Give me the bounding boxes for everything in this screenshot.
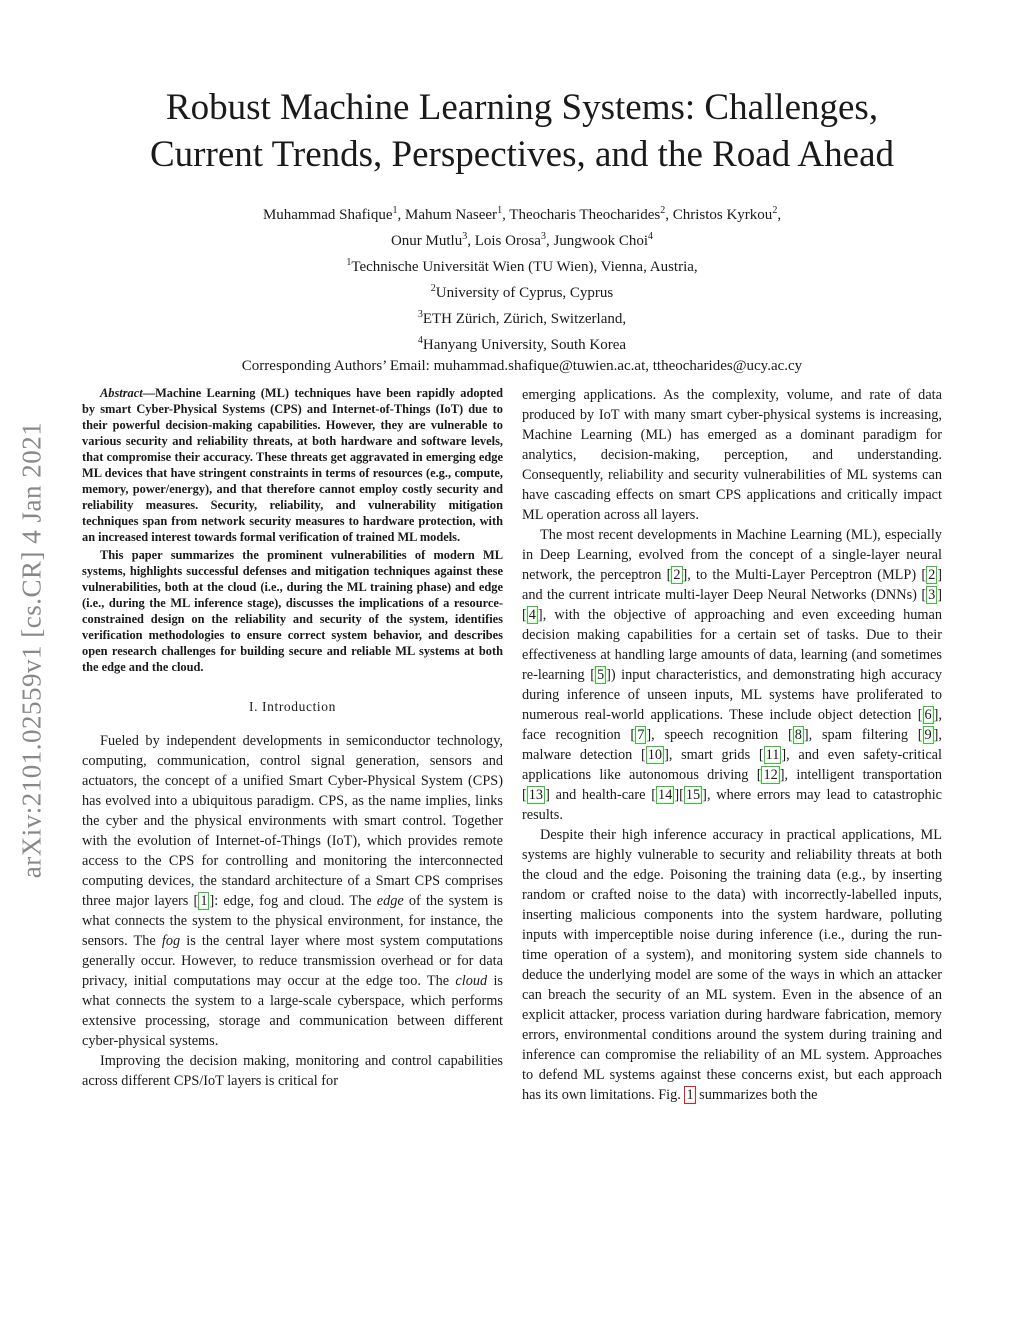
author-name: Mahum Naseer — [405, 207, 498, 223]
paper-title — [60, 84, 984, 178]
corresponding-authors: Corresponding Authors’ Email: muhammad.shafique@tuwien.ac.at, ttheocharides@ucy.ac.cy — [241, 358, 803, 374]
intro-paragraph: emerging applications. As the complexity, volume, and rate of data produced by IoT with many smart cyber-physical systems is increasing, Machine Learning (ML) has emerged as a dominant paradigm for analytics, decision-making, perception, and understanding. Consequently, reliability and security vulnerabilities of ML systems can have cascading effects on smart CPS applications and critically impact ML operation across all layers. — [522, 387, 942, 523]
intro-paragraph: The most recent developments in Machine Learning (ML), especially in Deep Learning, evolved from the concept of a single-layer neural network, the perceptron [ 2 ], to the Multi-Layer Perceptron (MLP) [ 2 ] and the current intricate multi-layer Deep Neural Networks (DNNs) [ 3 ][ 4 ], with the objective of approaching and even exceeding human decision making capabilities for a certain set of tasks. Due to their effectiveness at handling large amounts of data, learning (and sometimes re-learning [ 5 ]) input characteristics, and demonstrating high accuracy during inference of unseen inputs, ML systems have proliferated to numerous real-world applications. These include object detection [ 6 ], face recognition [ 7 ], speech recognition [ 8 ], spam filtering [ 9 ], malware detection [ 10 ], smart grids [ 11 ], and even safety-critical applications like autonomous driving [ 12 ], intelligent transportation [ 13 ] and health-care [ 14 ][ 15 ], where errors may lead to catastrophic results. — [522, 527, 943, 823]
abstract-paragraph: This paper summarizes the prominent vulnerabilities of modern ML systems, highlights successful defenses and mitigation techniques against these vulnerabilities, both at the cloud (i.e., during the ML training phase) and edge (i.e., during the ML inference stage), discusses the implications of a resource-constrained design on the reliability and security of the system, identifies verification methodologies to ensure correct system behavior, and describes open research challenges for building secure and reliable ML systems at both the edge and the cloud. — [82, 548, 503, 674]
section-heading-introduction: I. Introduction — [249, 699, 336, 714]
intro-paragraph: Fueled by independent developments in semiconductor technology, computing, communication, control signal generation, sensors and actuators, the concept of a unified Smart Cyber-Physical System (CPS) has evolved into a ubiquitous paradigm. CPS, as the name implies, links the cyber and the physical environments with smart control. Together with the evolution of Internet-of-Things (IoT), which provides remote access to the CPS for controlling and monitoring the interconnected computing devices, the standard architecture of a Smart CPS comprises three major layers [ 1 ]: edge, fog and cloud. The edge of the system is what connects the system to the physical environment, for instance, the sensors. The fog is the central layer where most system computations generally occur. However, to reduce transmission overhead or for data privacy, initial computations may occur at the edge too. The cloud is what connects the system to a large-scale cyberspace, which performs extensive processing, storage and communication between different cyber-physical systems. — [82, 733, 503, 1049]
figure-reference-link[interactable]: 1 — [686, 1087, 694, 1103]
citation-link[interactable]: 15 — [685, 787, 701, 803]
abstract-label: Abstract — [100, 386, 143, 400]
citation-link[interactable]: 3 — [928, 587, 936, 603]
citation-link[interactable]: 14 — [658, 787, 673, 803]
abstract-paragraph: Abstract—Machine Learning (ML) techniques have been rapidly adopted by smart Cyber-Physical Systems (CPS) and Internet-of-Things (IoT) due to their powerful decision-making capabilities. However, they are vulnerable to various security and reliability threats, at both hardware and software levels, that compromise their accuracy. These threats get aggravated in emerging edge ML devices that have stringent constraints in terms of resources (e.g., compute, memory, power/energy), and that therefore cannot employ costly security and reliability measures. Security, reliability, and vulnerability mitigation techniques span from network security measures to hardware protection, with an increased interest towards formal verification of trained ML models. — [82, 386, 503, 544]
citation-link[interactable]: 6 — [924, 707, 932, 723]
author-name: Muhammad Shafique — [262, 207, 393, 223]
affiliation: $^2$University of Cyprus, Cyprus — [430, 283, 614, 301]
citation-link[interactable]: 11 — [765, 747, 780, 763]
author-name: Lois Orosa — [474, 233, 541, 249]
citation-link[interactable]: 2 — [928, 567, 936, 583]
author-line-2: Onur Mutlu$^3$, Lois Orosa$^3$, Jungwook Choi$^4$ — [390, 231, 654, 249]
author-name: Theocharis Theocharides — [509, 207, 661, 223]
citation-link[interactable]: 13 — [528, 787, 544, 803]
citation-link[interactable]: 10 — [647, 747, 663, 763]
affiliation: $^4$Hanyang University, South Korea — [417, 335, 627, 353]
author-name: Jungwook Choi — [553, 233, 649, 249]
title-line-1: Robust Machine Learning Systems: Challenges, — [165, 87, 879, 128]
citation-link[interactable]: 5 — [596, 667, 605, 683]
arxiv-identifier-text: arXiv:2101.02559v1 [cs.CR] 4 Jan 2021 — [16, 421, 47, 879]
affiliation: $^3$ETH Zürich, Zürich, Switzerland, — [417, 309, 627, 327]
arxiv-identifier — [2, 370, 62, 930]
citation-link[interactable]: 2 — [673, 567, 681, 583]
author-name: Onur Mutlu — [390, 233, 463, 249]
left-column — [82, 385, 503, 1091]
citation-link[interactable]: 8 — [794, 727, 802, 743]
citation-link[interactable]: 7 — [637, 727, 645, 743]
citation-link[interactable]: 9 — [924, 727, 932, 743]
right-column — [522, 385, 942, 1105]
affiliation: $^1$Technische Universität Wien (TU Wien), Vienna, Austria, — [346, 257, 698, 275]
abstract — [82, 385, 503, 675]
author-block — [60, 200, 984, 377]
intro-paragraph: Improving the decision making, monitoring and control capabilities across different CPS/IoT layers is critical for — [82, 1053, 503, 1089]
citation-link[interactable]: 12 — [763, 767, 778, 783]
author-line-1: Muhammad Shafique$^1$, Mahum Naseer$^1$, Theocharis Theocharides$^2$, Christos Kyrkou$^2$, — [262, 205, 782, 223]
citation-link[interactable]: 1 — [200, 893, 208, 909]
citation-link[interactable]: 4 — [528, 607, 536, 623]
intro-paragraph: Despite their high inference accuracy in practical applications, ML systems are highly vulnerable to security and reliability threats at both the cloud and the edge. Poisoning the training data (e.g., by inserting random or crafted noise to the data) with incorrectly-labelled inputs, inserting malicious components into the system hardware, polluting inputs with imperceptible noise during inference (i.e., during the run-time operation of a system), and monitoring system side channels to deduce the underlying model are some of the ways in which an attacker can breach the security of an ML system. Even in the absence of an explicit attacker, process variation during hardware fabrication, memory errors, environmental conditions around the system during training and inference can compromise the reliability of an ML system. Approaches to defend ML systems against these concerns exist, but each approach has its own limitations. Fig. 1 summarizes both the — [522, 827, 942, 1103]
author-name: Christos Kyrkou — [672, 207, 773, 223]
title-line-2: Current Trends, Perspectives, and the Road Ahead — [150, 134, 894, 175]
